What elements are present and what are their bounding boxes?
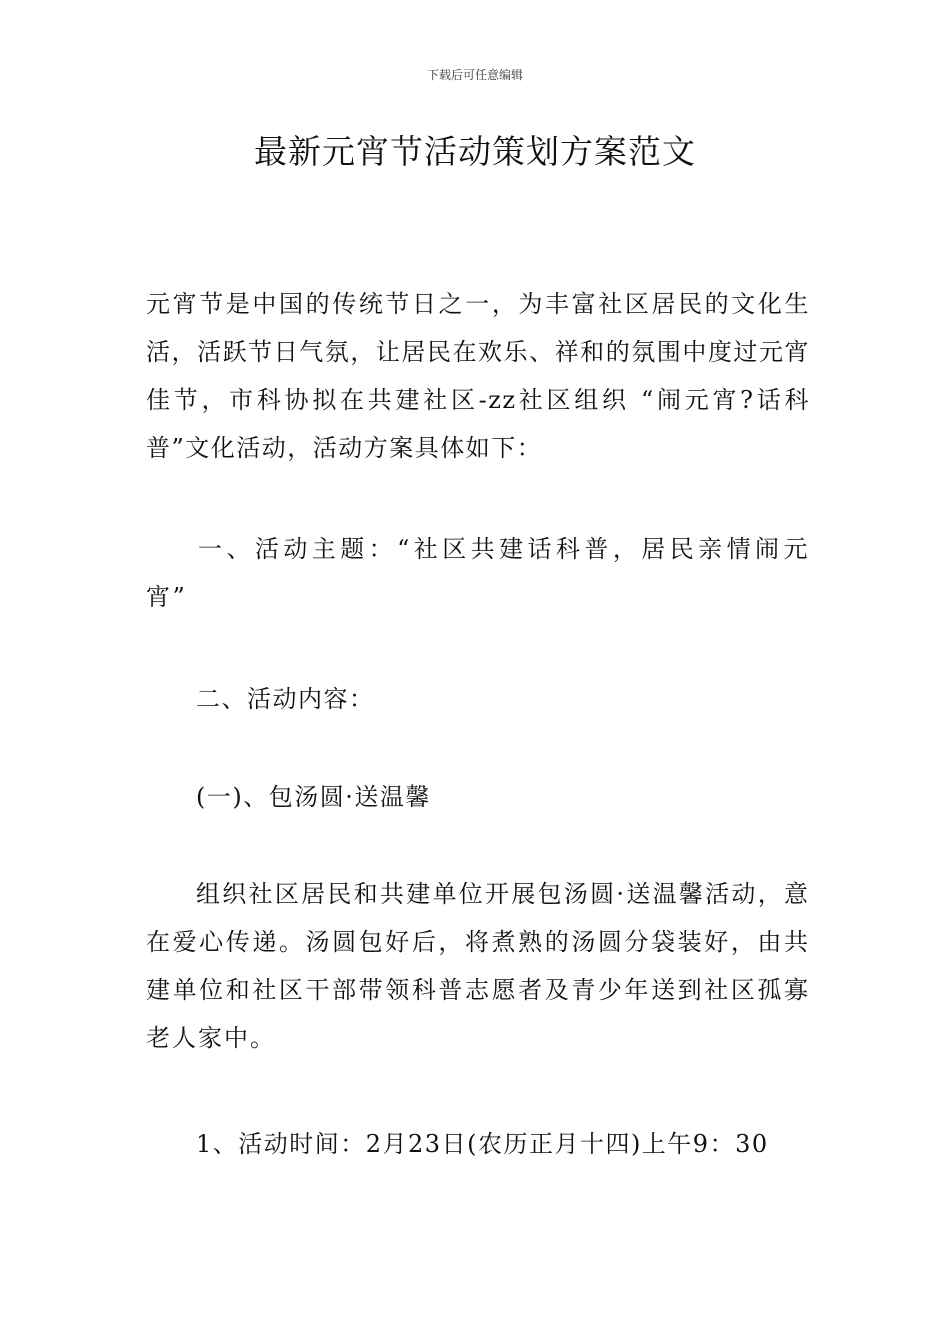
content-heading: 二、活动内容：: [196, 685, 375, 713]
document-title: 最新元宵节活动策划方案范文: [254, 132, 696, 171]
intro-paragraph: 元宵节是中国的传统节日之一，为丰富社区居民的文化生活，活跃节日气氛，让居民在欢乐、祥和的氛围中度过元宵佳节，市科协拟在共建社区-zz社区组织 “闹元宵?话科普”文化活动，活动方案具体如下：: [146, 290, 810, 462]
description-paragraph: 组织社区居民和共建单位开展包汤圆·送温馨活动，意在爱心传递。汤圆包好后，将煮熟的汤圆分袋装好，由共建单位和社区干部带领科普志愿者及青少年送到社区孤寡老人家中。: [146, 880, 810, 1052]
time-paragraph: 1、活动时间：2月23日(农历正月十四)上午9：30: [196, 1130, 769, 1158]
page-header: 下载后可任意编辑: [426, 68, 523, 82]
subsection-heading: (一)、包汤圆·送温馨: [196, 783, 431, 811]
theme-paragraph: 一、活动主题：“社区共建话科普，居民亲情闹元宵”: [146, 535, 810, 611]
